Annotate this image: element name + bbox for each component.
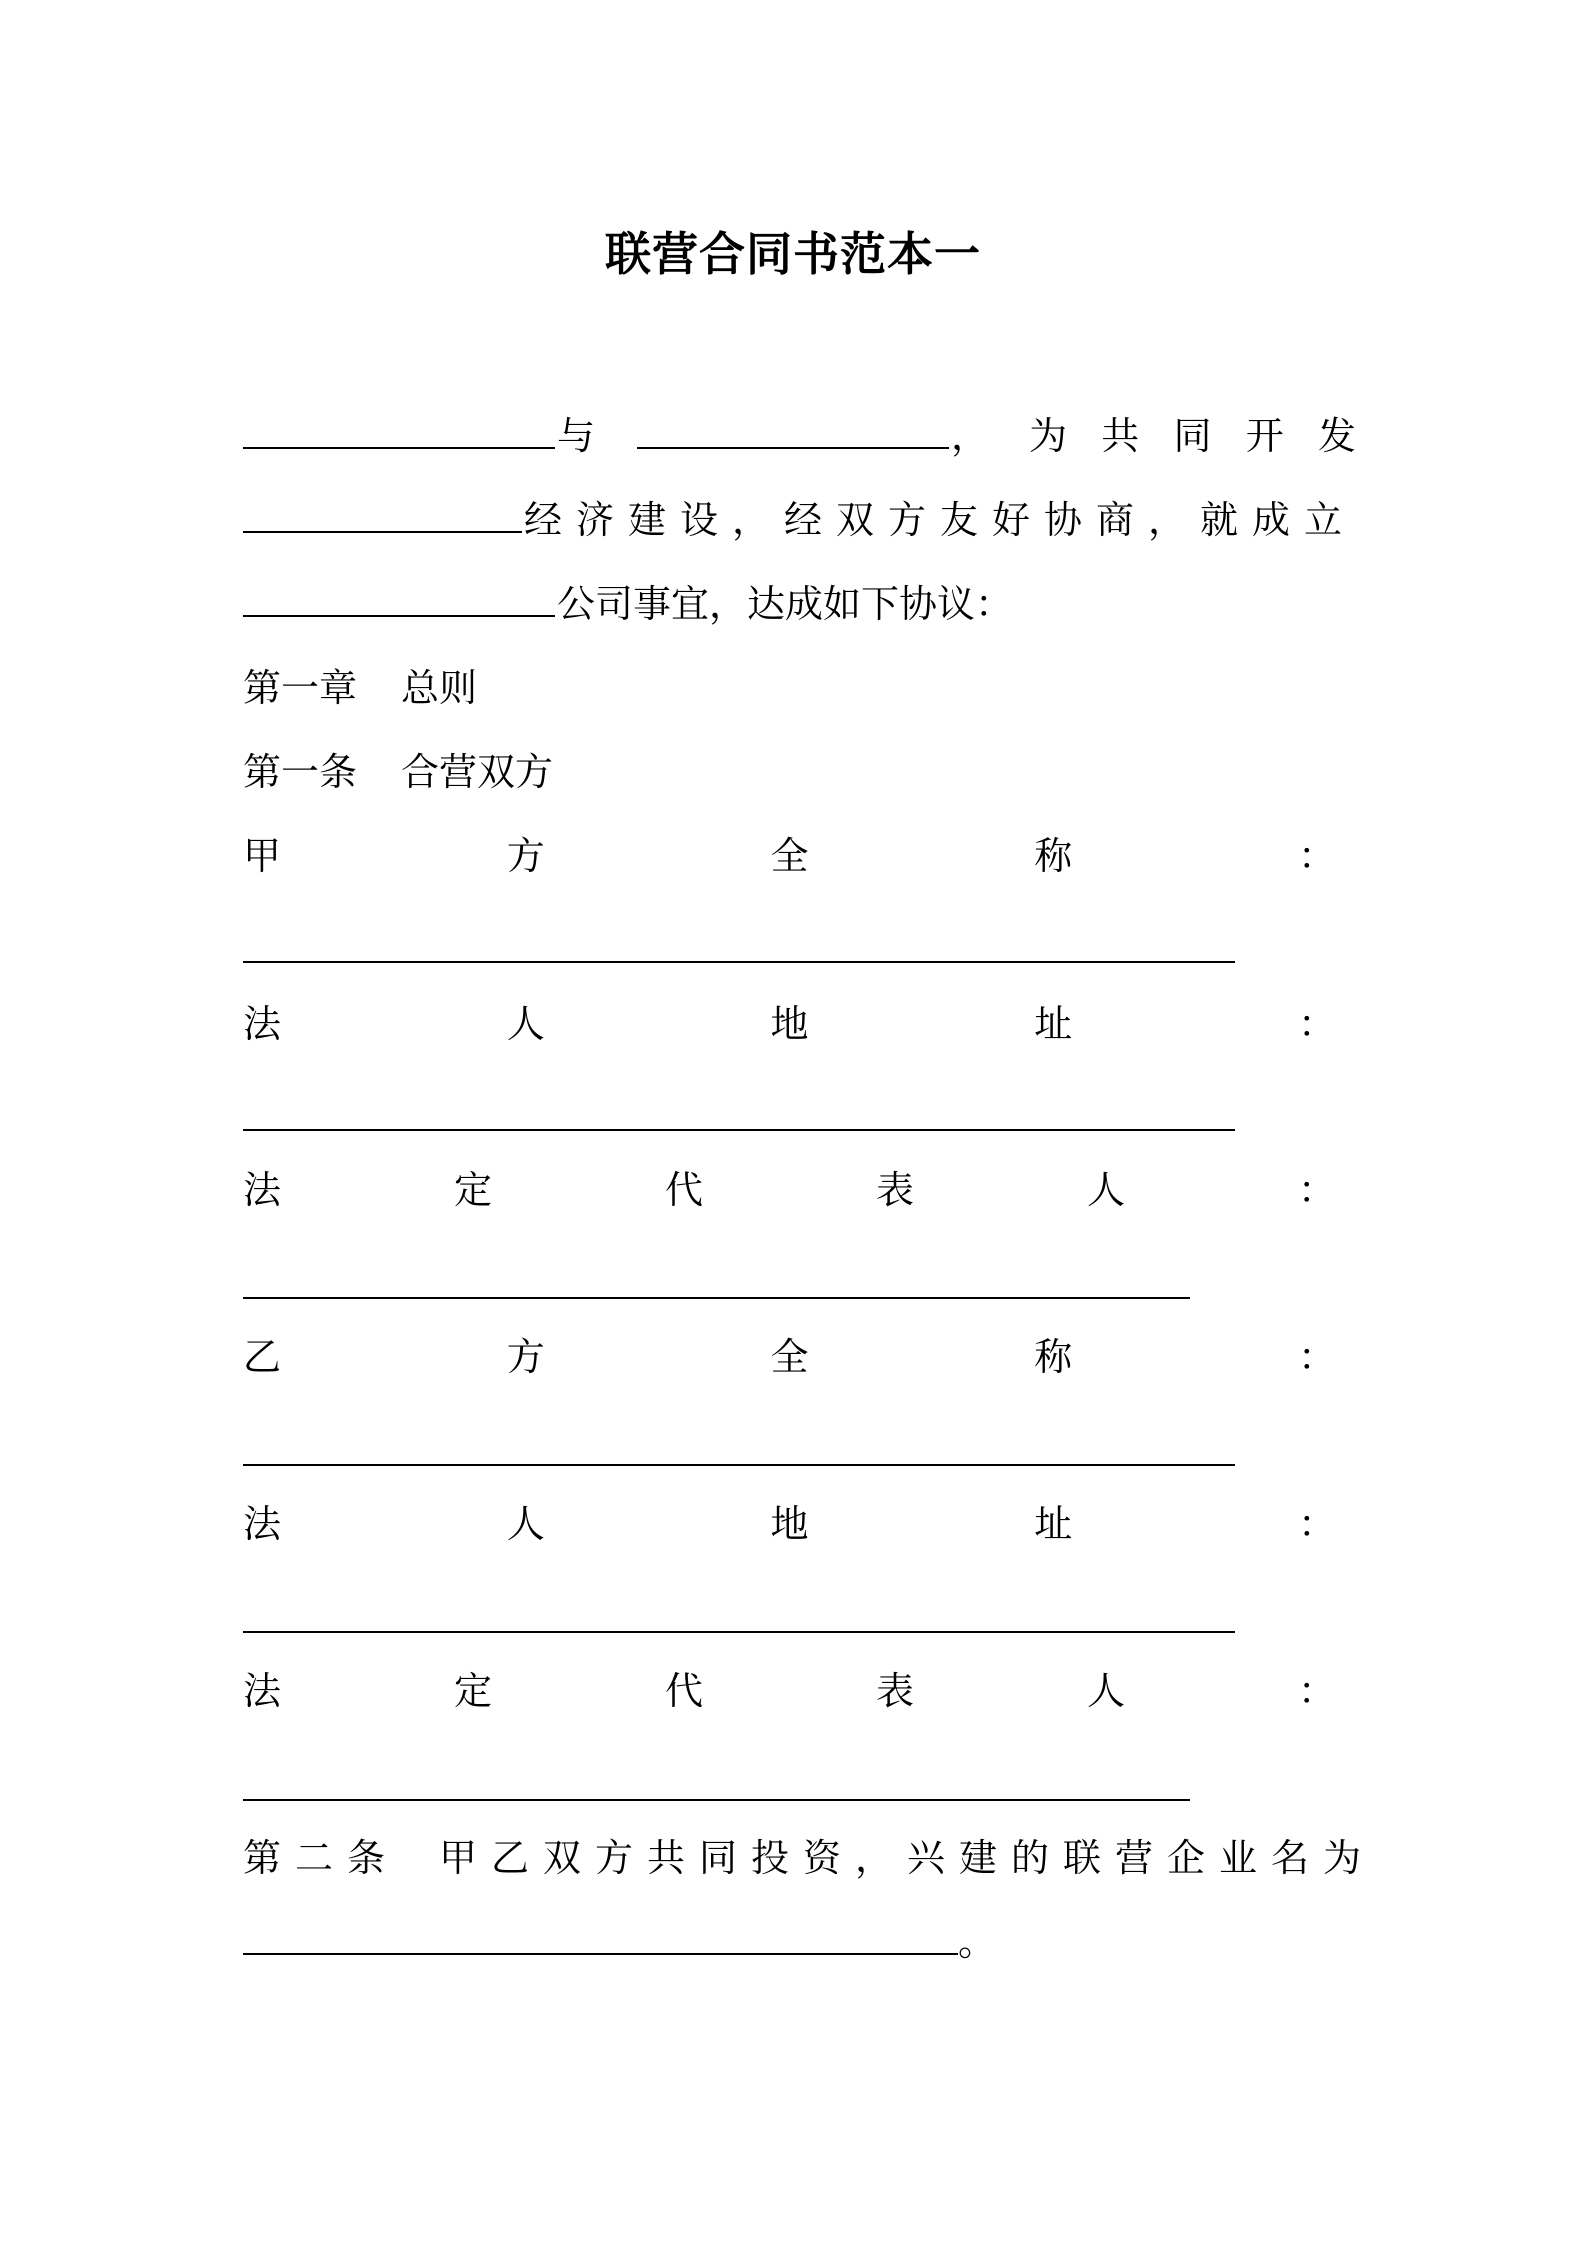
- article-1: [243, 746, 1356, 798]
- party-b-address-field[interactable]: [243, 1631, 1235, 1633]
- chapter-1-title: 总则: [401, 666, 478, 710]
- label-char: 代: [664, 1669, 703, 1713]
- label-char: 称: [1034, 1335, 1073, 1379]
- label-char: 乙: [243, 1335, 282, 1379]
- label-char: 法: [243, 1502, 282, 1546]
- blank-company[interactable]: [243, 581, 555, 617]
- preamble-tail: [1029, 410, 1356, 462]
- label-char: 人: [506, 1502, 545, 1546]
- label-char: ：: [1297, 1335, 1336, 1379]
- label-char: 地: [770, 1002, 809, 1046]
- preamble-line-1: [243, 410, 1356, 462]
- label-char: ：: [1297, 1502, 1336, 1546]
- party-a-address-label: [243, 998, 1336, 1050]
- preamble-tail-char: 为: [1029, 414, 1068, 458]
- blank-party-b[interactable]: [637, 413, 949, 449]
- article-1-heading: 第一条: [243, 750, 358, 794]
- label-char: 法: [243, 1168, 282, 1212]
- party-a-rep-label: [243, 1164, 1336, 1216]
- blank-project[interactable]: [243, 497, 522, 533]
- preamble-line-3-text: 公司事宜，达成如下协议：: [557, 582, 1014, 626]
- label-char: ：: [1297, 1669, 1336, 1713]
- chapter-1-heading: 第一章: [243, 666, 358, 710]
- label-char: 定: [453, 1669, 492, 1713]
- preamble-tail-char: 共: [1101, 414, 1140, 458]
- party-a-address-field[interactable]: [243, 1129, 1235, 1131]
- label-char: 人: [1086, 1168, 1125, 1212]
- label-char: 代: [664, 1168, 703, 1212]
- party-a-rep-field[interactable]: [243, 1297, 1190, 1299]
- preamble-line-2: [243, 494, 1356, 546]
- label-char: 法: [243, 1002, 282, 1046]
- label-char: 甲: [243, 834, 282, 878]
- label-char: 表: [875, 1669, 914, 1713]
- label-char: 人: [1086, 1669, 1125, 1713]
- label-char: 方: [506, 1335, 545, 1379]
- label-char: 定: [453, 1168, 492, 1212]
- label-char: ：: [1297, 834, 1336, 878]
- label-char: 全: [770, 834, 809, 878]
- label-char: 人: [506, 1002, 545, 1046]
- party-b-rep-label: [243, 1665, 1336, 1717]
- label-char: 表: [875, 1168, 914, 1212]
- preamble-tail-char: 开: [1245, 414, 1284, 458]
- label-char: 方: [506, 834, 545, 878]
- blank-venture-name[interactable]: [243, 1919, 958, 1955]
- preamble-with: 与: [557, 414, 596, 458]
- article-2-end: 。: [958, 1920, 997, 1964]
- preamble-line-2-text: 经济建设，经双方友好协商，就成立: [523, 498, 1356, 542]
- party-b-address-label: [243, 1498, 1336, 1550]
- article-2-continued: [243, 1916, 1356, 1968]
- party-b-name-label: [243, 1331, 1336, 1383]
- article-2-text: 甲乙双方共同投资，兴建的联营企业名为: [439, 1836, 1376, 1880]
- party-b-name-field[interactable]: [243, 1464, 1235, 1466]
- article-2: [243, 1832, 1376, 1884]
- chapter-1: [243, 662, 1356, 714]
- preamble-line-3: [243, 578, 1356, 630]
- label-char: 全: [770, 1335, 809, 1379]
- label-char: ：: [1297, 1168, 1336, 1212]
- party-a-name-field[interactable]: [243, 961, 1235, 963]
- document-title: 联营合同书范本一: [605, 227, 981, 281]
- preamble-tail-char: 同: [1173, 414, 1212, 458]
- article-1-title: 合营双方: [401, 750, 554, 794]
- preamble-tail-char: 发: [1317, 414, 1356, 458]
- label-char: 址: [1034, 1002, 1073, 1046]
- party-b-rep-field[interactable]: [243, 1799, 1190, 1801]
- party-a-name-label: [243, 830, 1336, 882]
- label-char: ：: [1297, 1002, 1336, 1046]
- label-char: 地: [770, 1502, 809, 1546]
- article-2-heading: 第二条: [243, 1836, 400, 1880]
- label-char: 址: [1034, 1502, 1073, 1546]
- label-char: 称: [1034, 834, 1073, 878]
- blank-party-a[interactable]: [243, 413, 555, 449]
- preamble-comma: ，: [951, 414, 990, 458]
- label-char: 法: [243, 1669, 282, 1713]
